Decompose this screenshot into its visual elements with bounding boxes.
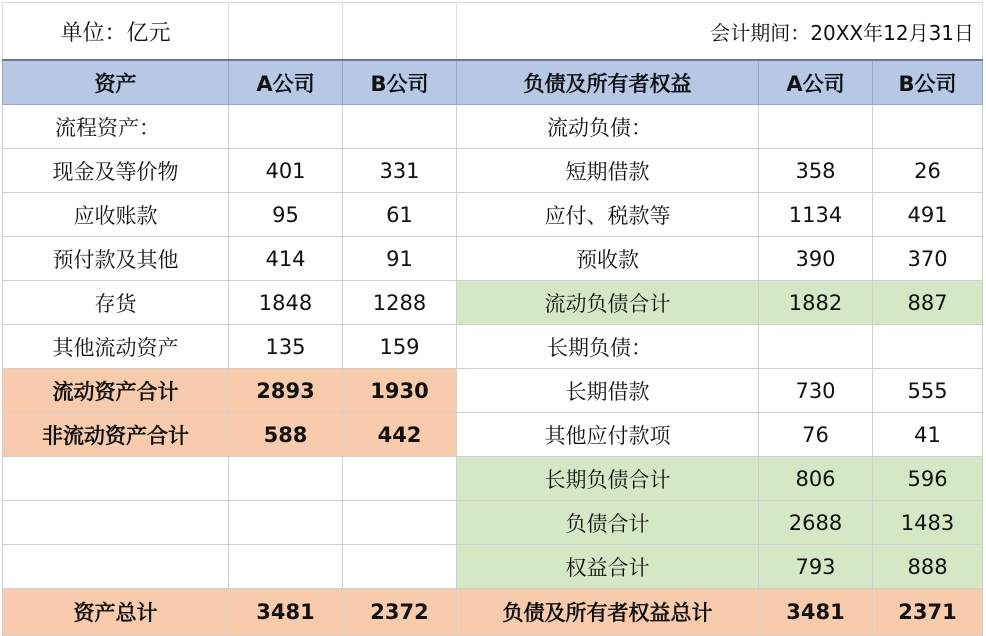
liab-b-value: 1483 (873, 501, 983, 545)
liab-a-value: 390 (759, 237, 873, 281)
asset-label: 预付款及其他 (3, 237, 229, 281)
table-row (3, 457, 983, 501)
empty-cell (3, 501, 229, 545)
empty-cell (343, 3, 457, 61)
asset-a-value: 2893 (229, 369, 343, 413)
asset-b-value: 1288 (343, 281, 457, 325)
table-row (3, 193, 983, 237)
asset-a-value: 135 (229, 325, 343, 369)
column-header-row (3, 60, 983, 105)
liab-a-value: 2688 (759, 501, 873, 545)
liab-b-value: 491 (873, 193, 983, 237)
liab-a-value: 793 (759, 545, 873, 589)
liab-b-value: 370 (873, 237, 983, 281)
empty-cell (229, 545, 343, 589)
asset-label: 其他流动资产 (3, 325, 229, 369)
col-header-a-company: A公司 (229, 60, 343, 105)
table-row (3, 105, 983, 149)
liab-a-value: 730 (759, 369, 873, 413)
liab-equity-total-label: 负债及所有者权益总计 (457, 589, 759, 636)
asset-b-value: 331 (343, 149, 457, 193)
asset-b-value: 159 (343, 325, 457, 369)
liab-b-value (873, 105, 983, 149)
asset-total-a: 3481 (229, 589, 343, 636)
empty-cell (3, 545, 229, 589)
asset-subtotal-label: 流动资产合计 (3, 369, 229, 413)
asset-a-value: 1848 (229, 281, 343, 325)
table-row (3, 413, 983, 457)
liab-section-label: 长期负债： (457, 325, 759, 369)
col-header-a-company-2: A公司 (759, 60, 873, 105)
asset-label: 存货 (3, 281, 229, 325)
asset-subtotal-label: 非流动资产合计 (3, 413, 229, 457)
empty-cell (3, 457, 229, 501)
asset-a-value: 95 (229, 193, 343, 237)
asset-b-value (343, 105, 457, 149)
empty-cell (229, 501, 343, 545)
totals-row (3, 589, 983, 636)
liab-b-value: 555 (873, 369, 983, 413)
asset-label: 现金及等价物 (3, 149, 229, 193)
liab-a-value (759, 105, 873, 149)
asset-a-value: 414 (229, 237, 343, 281)
col-header-assets: 资产 (3, 60, 229, 105)
liab-subtotal-label: 流动负债合计 (457, 281, 759, 325)
liab-a-value: 806 (759, 457, 873, 501)
asset-total-label: 资产总计 (3, 589, 229, 636)
asset-section-label: 流程资产： (3, 105, 229, 149)
col-header-b-company-2: B公司 (873, 60, 983, 105)
empty-cell (229, 3, 343, 61)
liab-subtotal-label: 长期负债合计 (457, 457, 759, 501)
liab-label: 其他应付款项 (457, 413, 759, 457)
asset-total-b: 2372 (343, 589, 457, 636)
liab-b-value: 887 (873, 281, 983, 325)
liab-equity-total-a: 3481 (759, 589, 873, 636)
asset-a-value (229, 105, 343, 149)
liab-a-value (759, 325, 873, 369)
liab-b-value (873, 325, 983, 369)
col-header-b-company: B公司 (343, 60, 457, 105)
equity-subtotal-label: 权益合计 (457, 545, 759, 589)
liab-label: 长期借款 (457, 369, 759, 413)
table-row (3, 501, 983, 545)
liab-b-value: 596 (873, 457, 983, 501)
empty-cell (229, 457, 343, 501)
period-label: 会计期间：20XX年12月31日 (457, 3, 983, 61)
empty-cell (343, 457, 457, 501)
liab-subtotal-label: 负债合计 (457, 501, 759, 545)
liab-section-label: 流动负债： (457, 105, 759, 149)
liab-b-value: 26 (873, 149, 983, 193)
liab-a-value: 1882 (759, 281, 873, 325)
liab-equity-total-b: 2371 (873, 589, 983, 636)
col-header-liabilities-equity: 负债及所有者权益 (457, 60, 759, 105)
liab-a-value: 76 (759, 413, 873, 457)
empty-cell (343, 545, 457, 589)
table-row (3, 237, 983, 281)
asset-a-value: 401 (229, 149, 343, 193)
liab-b-value: 41 (873, 413, 983, 457)
table-row (3, 149, 983, 193)
table-row (3, 545, 983, 589)
table-row (3, 369, 983, 413)
asset-label: 应收账款 (3, 193, 229, 237)
table-meta-row (3, 3, 983, 61)
liab-b-value: 888 (873, 545, 983, 589)
asset-a-value: 588 (229, 413, 343, 457)
empty-cell (343, 501, 457, 545)
liab-label: 预收款 (457, 237, 759, 281)
asset-b-value: 91 (343, 237, 457, 281)
balance-sheet-table (2, 2, 983, 636)
liab-label: 应付、税款等 (457, 193, 759, 237)
table-row (3, 325, 983, 369)
asset-b-value: 1930 (343, 369, 457, 413)
unit-label: 单位：亿元 (3, 3, 229, 61)
liab-a-value: 358 (759, 149, 873, 193)
liab-a-value: 1134 (759, 193, 873, 237)
asset-b-value: 442 (343, 413, 457, 457)
asset-b-value: 61 (343, 193, 457, 237)
table-row (3, 281, 983, 325)
liab-label: 短期借款 (457, 149, 759, 193)
